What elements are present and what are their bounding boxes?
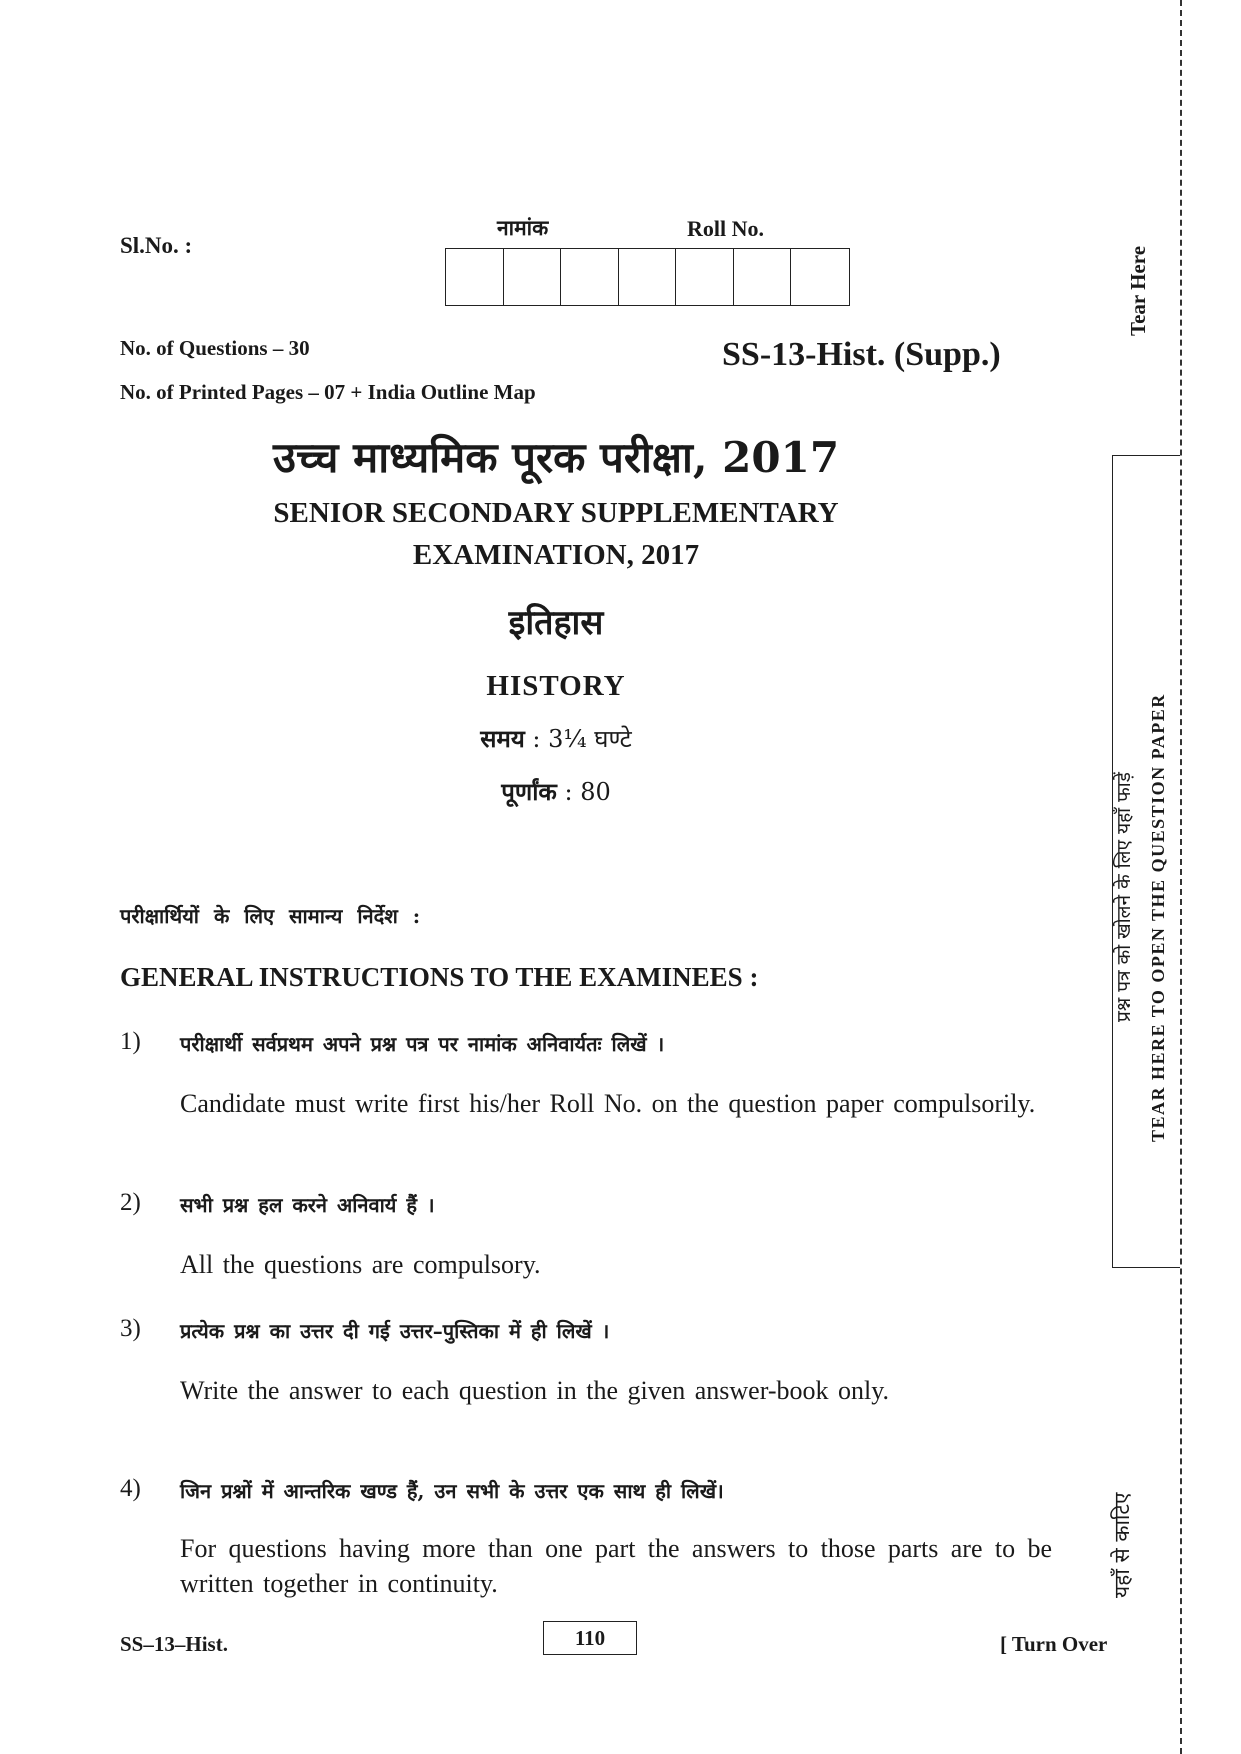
- roll-number-label-english: Roll No.: [687, 216, 764, 241]
- roll-number-box: [446, 249, 504, 305]
- roll-number-box: [734, 249, 792, 305]
- roll-number-box: [561, 249, 619, 305]
- exam-title-english-line2: EXAMINATION, 2017: [412, 539, 700, 571]
- instruction-text-hindi: सभी प्रश्न हल करने अनिवार्य हैं ।: [180, 1193, 435, 1217]
- paper-code: SS-13-Hist. (Supp.): [722, 336, 1001, 373]
- instructions-heading-hindi: परीक्षार्थियों के लिए सामान्य निर्देश :: [120, 904, 421, 928]
- marks-value: : 80: [564, 778, 611, 806]
- roll-number-box: [791, 249, 849, 305]
- roll-number-label-hindi: नामांक: [497, 215, 549, 240]
- page-number-box: 110: [543, 1621, 637, 1655]
- subject-english: HISTORY: [486, 670, 626, 702]
- time-value: : 3¼ घण्टे: [532, 725, 632, 753]
- roll-number-boxes: [445, 248, 850, 306]
- exam-title-hindi: उच्च माध्यमिक पूरक परीक्षा, 2017: [272, 433, 840, 482]
- roll-number-box: [676, 249, 734, 305]
- instruction-number: 3): [120, 1315, 141, 1342]
- instruction-text-english: Candidate must write first his/her Roll No. on the question paper compulsorily.: [180, 1089, 1036, 1118]
- tear-dashed-line: [1180, 0, 1182, 1754]
- subject-hindi: इतिहास: [508, 603, 604, 643]
- instruction-number: 4): [120, 1475, 141, 1502]
- roll-number-box: [619, 249, 677, 305]
- tear-here-label: Tear Here: [1126, 245, 1150, 336]
- cut-here-label-hindi: यहाँ से काटिए: [1110, 1492, 1134, 1598]
- instruction-text-hindi: परीक्षार्थी सर्वप्रथम अपने प्रश्न पत्र पर नामांक अनिवार्यतः लिखें ।: [180, 1032, 665, 1056]
- instruction-text-hindi: जिन प्रश्नों में आन्तरिक खण्ड हैं, उन सभी के उत्तर एक साथ ही लिखें।: [180, 1479, 724, 1503]
- number-of-printed-pages: No. of Printed Pages – 07 + India Outline Map: [120, 380, 536, 404]
- marks-label: पूर्णांक: [501, 777, 557, 806]
- instruction-text-english: Write the answer to each question in the given answer-book only.: [180, 1376, 890, 1405]
- footer-paper-code: SS–13–Hist.: [120, 1632, 228, 1656]
- instruction-text-hindi: प्रत्येक प्रश्न का उत्तर दी गई उत्तर–पुस्तिका में ही लिखें ।: [180, 1319, 610, 1343]
- maximum-marks: [0, 775, 1112, 808]
- instruction-number: 1): [120, 1028, 141, 1055]
- instructions-heading-english: GENERAL INSTRUCTIONS TO THE EXAMINEES :: [120, 962, 759, 992]
- serial-number-label: Sl.No. :: [120, 233, 193, 258]
- tear-instruction-hindi: प्रश्न पत्र को खोलने के लिए यहाँ फाड़ें: [1113, 772, 1135, 1022]
- number-of-questions: No. of Questions – 30: [120, 336, 310, 360]
- tear-instruction-english: TEAR HERE TO OPEN THE QUESTION PAPER: [1148, 693, 1168, 1142]
- exam-title-english-line1: SENIOR SECONDARY SUPPLEMENTARY: [273, 497, 839, 529]
- roll-number-box: [504, 249, 562, 305]
- time-label: समय: [480, 724, 525, 753]
- instruction-text-english: For questions having more than one part the answers to those parts are to be written together in continuity.: [180, 1534, 1052, 1598]
- instruction-number: 2): [120, 1189, 141, 1216]
- time-allowed: [0, 722, 1112, 755]
- turn-over-label: [ Turn Over: [1000, 1632, 1108, 1656]
- instruction-text-english: All the questions are compulsory.: [180, 1250, 541, 1279]
